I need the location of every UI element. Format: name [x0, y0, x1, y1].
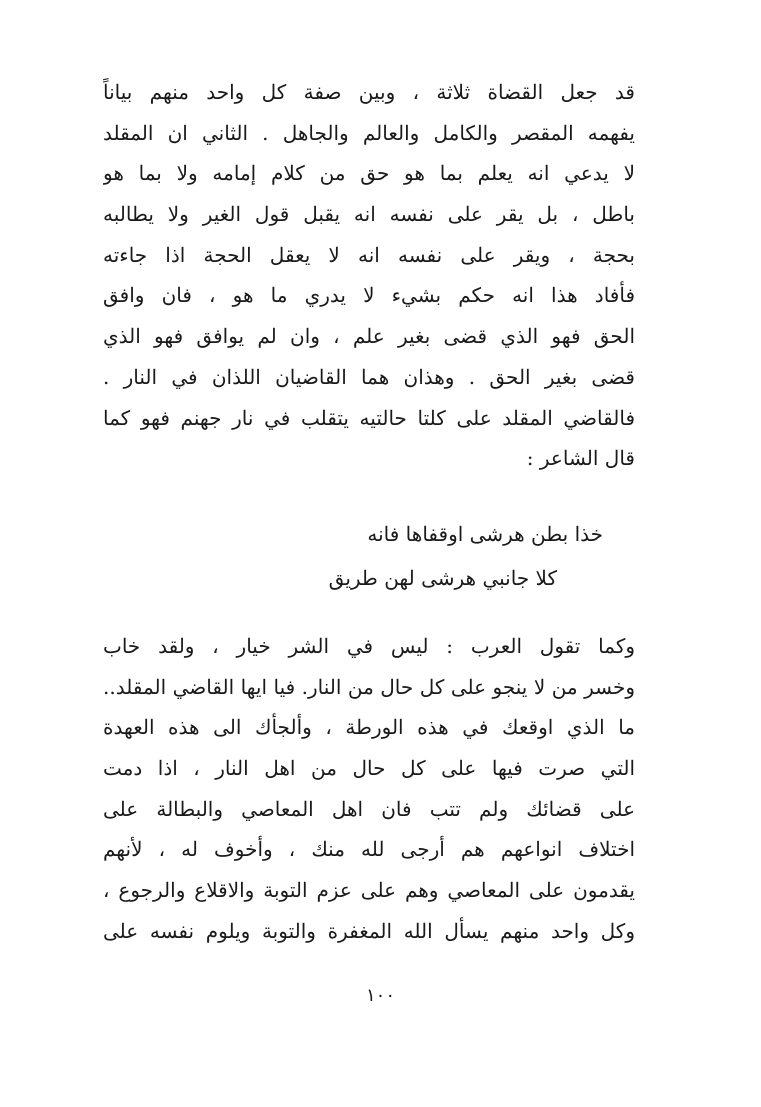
text-line: لا يدعي انه يعلم بما هو حق من كلام إمامه ولا بما هو: [103, 161, 635, 186]
text-line: وخسر من لا ينجو على كل حال من النار. فيا ايها القاضي المقلد..: [103, 674, 635, 699]
text-line: فأفاد هذا انه حكم بشيء لا يدري ما هو ، فان وافق: [103, 283, 635, 308]
text-line: وكما تقول العرب : ليس في الشر خيار ، ولقد خاب: [103, 634, 635, 658]
text-line: وكل واحد منهم يسأل الله المغفرة والتوبة ويلوم نفسه على: [103, 918, 635, 943]
paragraph-2: [103, 626, 635, 952]
text-line: يفهمه المقصر والكامل والعالم والجاهل . الثاني ان المقلد: [103, 120, 635, 145]
text-line: اختلاف انواعهم هم أرجى لله منك ، وأخوف له ، لأنهم: [103, 837, 635, 862]
text-line: قال الشاعر :: [526, 446, 635, 471]
text-line: الحق فهو الذي قضى بغير علم ، وان لم يوافق فهو الذي: [103, 324, 635, 349]
verse-line-2: كلا جانبي هرشى لهن طريق: [328, 566, 557, 590]
text-line: التي صرت فيها على كل حال من اهل النار ، اذا دمت: [103, 756, 635, 781]
text-line: قضى بغير الحق . وهذان هما القاضيان اللذان في النار .: [103, 364, 635, 389]
text-line: قد جعل القضاة ثلاثة ، وبين صفة كل واحد منهم بياناً: [103, 80, 635, 104]
text-line: باطل ، بل يقر على نفسه انه يقبل قول الغير ولا يطالبه: [103, 202, 635, 227]
text-line: فالقاضي المقلد على كلتا حالتيه يتقلب في نار جهنم فهو كما: [103, 405, 635, 430]
paragraph-1: [103, 72, 635, 479]
page-number: ١٠٠: [365, 985, 395, 1006]
text-line: ما الذي اوقعك في هذه الورطة ، وألجأك الى هذه العهدة: [103, 715, 635, 740]
text-line: على قضائك ولم تتب فان اهل المعاصي والبطالة على: [103, 796, 635, 821]
verse-line-1: خذا بطن هرشى اوقفاها فانه: [367, 522, 603, 546]
text-line: يقدمون على المعاصي وهم على عزم التوبة والاقلاع والرجوع ،: [103, 878, 635, 903]
text-line: بحجة ، ويقر على نفسه انه لا يعقل الحجة اذا جاءته: [103, 242, 635, 267]
